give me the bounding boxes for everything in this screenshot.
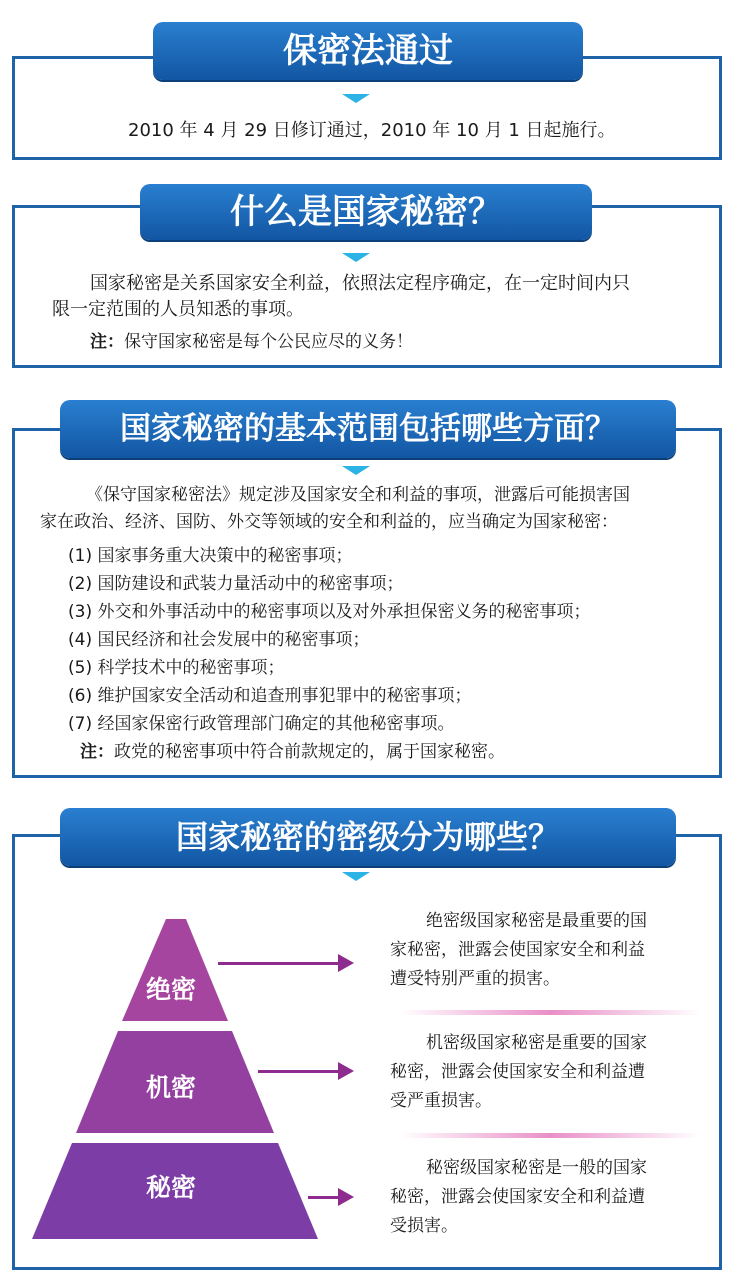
arrow-top-secret xyxy=(218,962,340,965)
scope-item: (3) 外交和外事活动中的秘密事项以及对外承担保密义务的秘密事项； xyxy=(68,602,591,622)
scope-item: (1) 国家事务重大决策中的秘密事项； xyxy=(68,546,353,566)
divider xyxy=(400,1010,700,1015)
scope-item: (6) 维护国家安全活动和追查刑事犯罪中的秘密事项； xyxy=(68,686,472,706)
definition-line-2: 限一定范围的人员知悉的事项。 xyxy=(52,299,304,320)
section-title-what-is-secret: 什么是国家秘密？ xyxy=(140,184,592,240)
scope-item: (4) 国民经济和社会发展中的秘密事项； xyxy=(68,630,370,650)
desc-line: 秘密级国家秘密是一般的国家 xyxy=(426,1158,647,1178)
scope-item: (5) 科学技术中的秘密事项； xyxy=(68,658,285,678)
pointer-icon xyxy=(342,466,370,475)
level-label-secret: 秘密 xyxy=(146,1173,197,1202)
note-label: 注： xyxy=(80,742,114,762)
desc-line: 绝密级国家秘密是最重要的国 xyxy=(426,911,647,931)
arrow-confidential xyxy=(258,1070,340,1073)
desc-line: 家秘密，泄露会使国家安全和利益 xyxy=(390,940,645,960)
note-text: 保守国家秘密是每个公民应尽的义务！ xyxy=(124,332,413,352)
desc-line: 秘密，泄露会使国家安全和利益遭 xyxy=(390,1187,645,1207)
note-text: 政党的秘密事项中符合前款规定的，属于国家秘密。 xyxy=(114,742,505,762)
level-label-confidential: 机密 xyxy=(146,1073,197,1102)
desc-line: 机密级国家秘密是重要的国家 xyxy=(426,1033,647,1053)
desc-line: 遭受特别严重的损害。 xyxy=(390,969,560,989)
arrowhead-icon xyxy=(338,954,354,972)
pointer-icon xyxy=(342,253,370,262)
note-label: 注： xyxy=(90,332,124,352)
law-passed-text: 2010 年 4 月 29 日修订通过，2010 年 10 月 1 日起施行。 xyxy=(128,120,616,141)
arrowhead-icon xyxy=(338,1062,354,1080)
scope-item: (7) 经国家保密行政管理部门确定的其他秘密事项。 xyxy=(68,714,455,734)
arrow-secret xyxy=(308,1196,340,1199)
definition-line-1: 国家秘密是关系国家安全利益，依照法定程序确定，在一定时间内只 xyxy=(90,273,630,294)
party-note xyxy=(80,737,505,762)
section-title-law-passed: 保密法通过 xyxy=(153,22,583,80)
pointer-icon xyxy=(342,872,370,881)
duty-note xyxy=(90,327,413,352)
scope-item: (2) 国防建设和武装力量活动中的秘密事项； xyxy=(68,574,404,594)
desc-line: 受损害。 xyxy=(390,1216,458,1236)
desc-secret xyxy=(390,1154,690,1241)
arrowhead-icon xyxy=(338,1188,354,1206)
desc-line: 受严重损害。 xyxy=(390,1091,492,1111)
level-label-top-secret: 绝密 xyxy=(146,975,197,1004)
section-title-levels: 国家秘密的密级分为哪些？ xyxy=(60,808,676,866)
desc-line: 秘密，泄露会使国家安全和利益遭 xyxy=(390,1062,645,1082)
desc-confidential xyxy=(390,1029,690,1116)
scope-intro-line-1: 《保守国家秘密法》规定涉及国家安全和利益的事项，泄露后可能损害国 xyxy=(86,485,630,505)
divider xyxy=(400,1133,700,1138)
desc-top-secret xyxy=(390,907,690,994)
section-title-scope: 国家秘密的基本范围包括哪些方面？ xyxy=(60,400,676,458)
pointer-icon xyxy=(342,94,370,103)
scope-intro-line-2: 家在政治、经济、国防、外交等领域的安全和利益的，应当确定为国家秘密： xyxy=(40,512,618,532)
